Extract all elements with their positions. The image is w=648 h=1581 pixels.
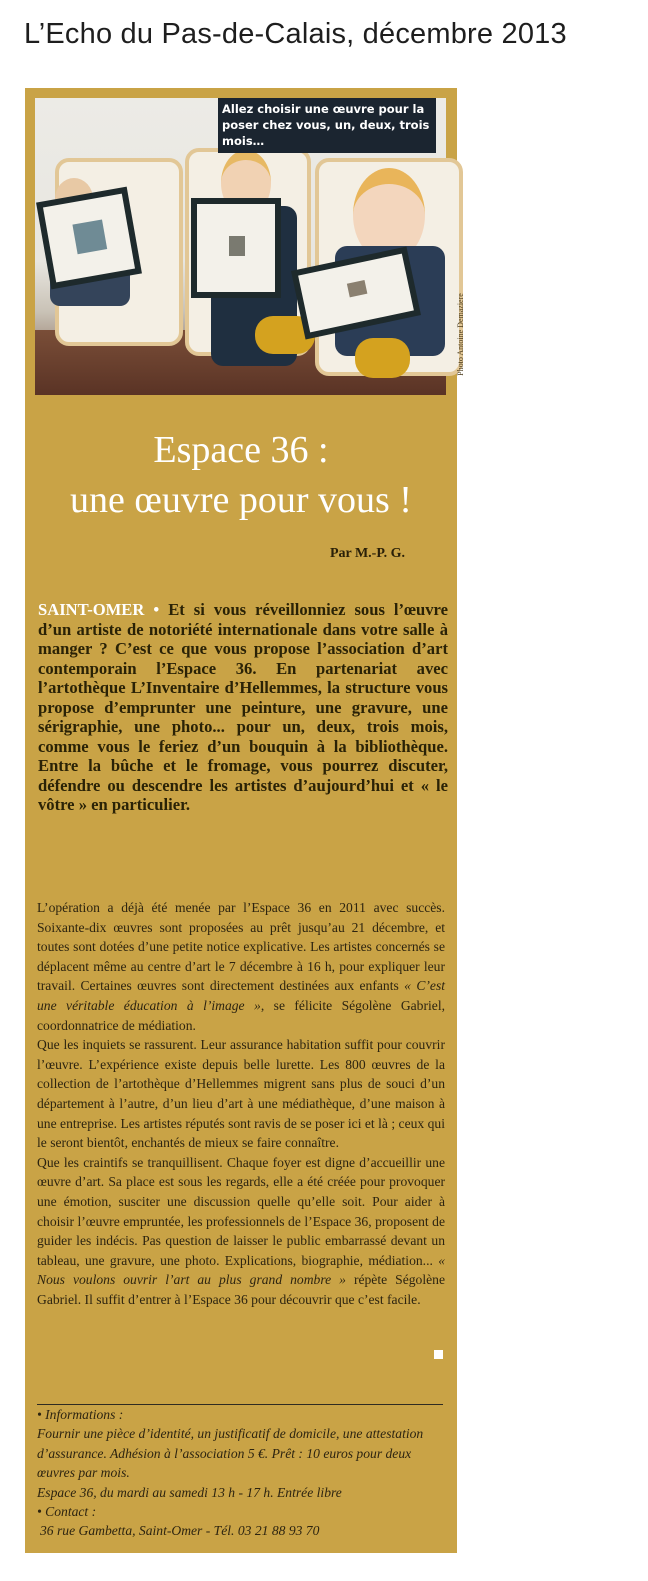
dateline-kicker: SAINT-OMER • bbox=[38, 600, 160, 619]
quote-1: « C’est une véritable éducation à l’image » bbox=[37, 978, 446, 1013]
contact-label: • Contact : bbox=[37, 1504, 97, 1520]
quote-2: « Nous voulons ouvrir l’art au plus grand nombre » bbox=[37, 1252, 445, 1288]
article-column bbox=[25, 88, 466, 1553]
headline-line-2: une œuvre pour vous ! bbox=[70, 479, 412, 521]
opening-hours: Espace 36, du mardi au samedi 13 h - 17 h. Entrée libre bbox=[37, 1484, 342, 1500]
informations-label: • Informations : bbox=[37, 1407, 124, 1422]
info-box bbox=[37, 1405, 447, 1541]
artwork-frame-left bbox=[36, 187, 142, 290]
artwork-frame-middle bbox=[191, 198, 281, 298]
paragraph-3: Que les craintifs se tranquillisent. Chaque foyer est digne d’accueillir une œuvre d’art. Sa place est sous les regards, elle a été créée pour provoquer une émotion, susciter une discussion quelle qu’elle soit. Pour aider à choisir l’œuvre empruntée, les professionnels de l’Espace 36, proposent de guider les indécis. Pas question de laisser le public embarrassé devant un tableau, une gravure, une photo. Explications, biographie, médiation... « Nous voulons ouvrir l’art au plus grand nombre » répète Ségolène Gabriel. Il suffit d’entrer à l’Espace 36 pour découvrir que c’est facile. bbox=[37, 1154, 445, 1307]
child-right-boot-2 bbox=[355, 338, 410, 378]
article-body bbox=[37, 898, 445, 1309]
lead-text: Et si vous réveillonniez sous l’œuvre d’un artiste de notoriété internationale dans votre salle à manger ? C’est ce que vous propose l’association d’art contemporain l’Espace 36. En partenariat avec l’artothèque L’Inventaire d’Hellemmes, la structure vous propose d’emprunter une peinture, une gravure, une sérigraphie, une photo... pour un, deux, trois mois, comme vous le feriez d’un bouquin à la bibliothèque. Entre la bûche et le fromage, vous pourrez discuter, défendre ou descendre les artistes d’aujourd’hui et « le vôtre » en particulier. bbox=[38, 600, 448, 814]
publication-masthead: L’Echo du Pas-de-Calais, décembre 2013 bbox=[24, 18, 567, 50]
article-photo bbox=[35, 98, 466, 395]
informations-text: Fournir une pièce d’identité, un justificatif de domicile, une attestation d’assurance. Adhésion à l’association 5 €. Prêt : 10 euros pour deux œuvres par mois. bbox=[37, 1426, 424, 1481]
contact-text: 36 rue Gambetta, Saint-Omer - Tél. 03 21 88 93 70 bbox=[40, 1523, 320, 1539]
headline-line-1: Espace 36 : bbox=[153, 429, 329, 471]
photo-caption: Allez choisir une œuvre pour la poser chez vous, un, deux, trois mois… bbox=[218, 98, 436, 153]
photo-credit: Photo Antoine Demaziere bbox=[456, 293, 466, 376]
byline: Par M.-P. G. bbox=[329, 546, 405, 561]
lead-paragraph bbox=[38, 600, 448, 815]
paragraph-1: L’opération a déjà été menée par l’Espace 36 en 2011 avec succès. Soixante-dix œuvres sont proposées au prêt jusqu’au 21 décembre, et toutes sont dotées d’une petite notice explicative. Les artistes concernés se déplacent même au centre d’art le 7 décembre à 16 h, pour expliquer leur travail. Certaines œuvres sont directement destinées aux enfants « C’est une véritable éducation à l’image », se félicite Ségolène Gabriel, coordonnatrice de médiation. bbox=[37, 900, 446, 1033]
paragraph-2: Que les inquiets se rassurent. Leur assurance habitation suffit pour couvrir l’œuvre. L’expérience existe depuis belle lurette. Les 800 œuvres de la collection de l’artothèque d’Hellemmes migrent sans plus de souci d’un département à l’autre, d’un lieu d’art à une médiathèque, d’une maison à une entreprise. Les artistes réputés sont ravis de se poser ici et là ; ceux qui le seront bientôt, enchantés de mieux se faire connaître. bbox=[37, 1037, 445, 1151]
article-end-mark bbox=[434, 1350, 443, 1359]
